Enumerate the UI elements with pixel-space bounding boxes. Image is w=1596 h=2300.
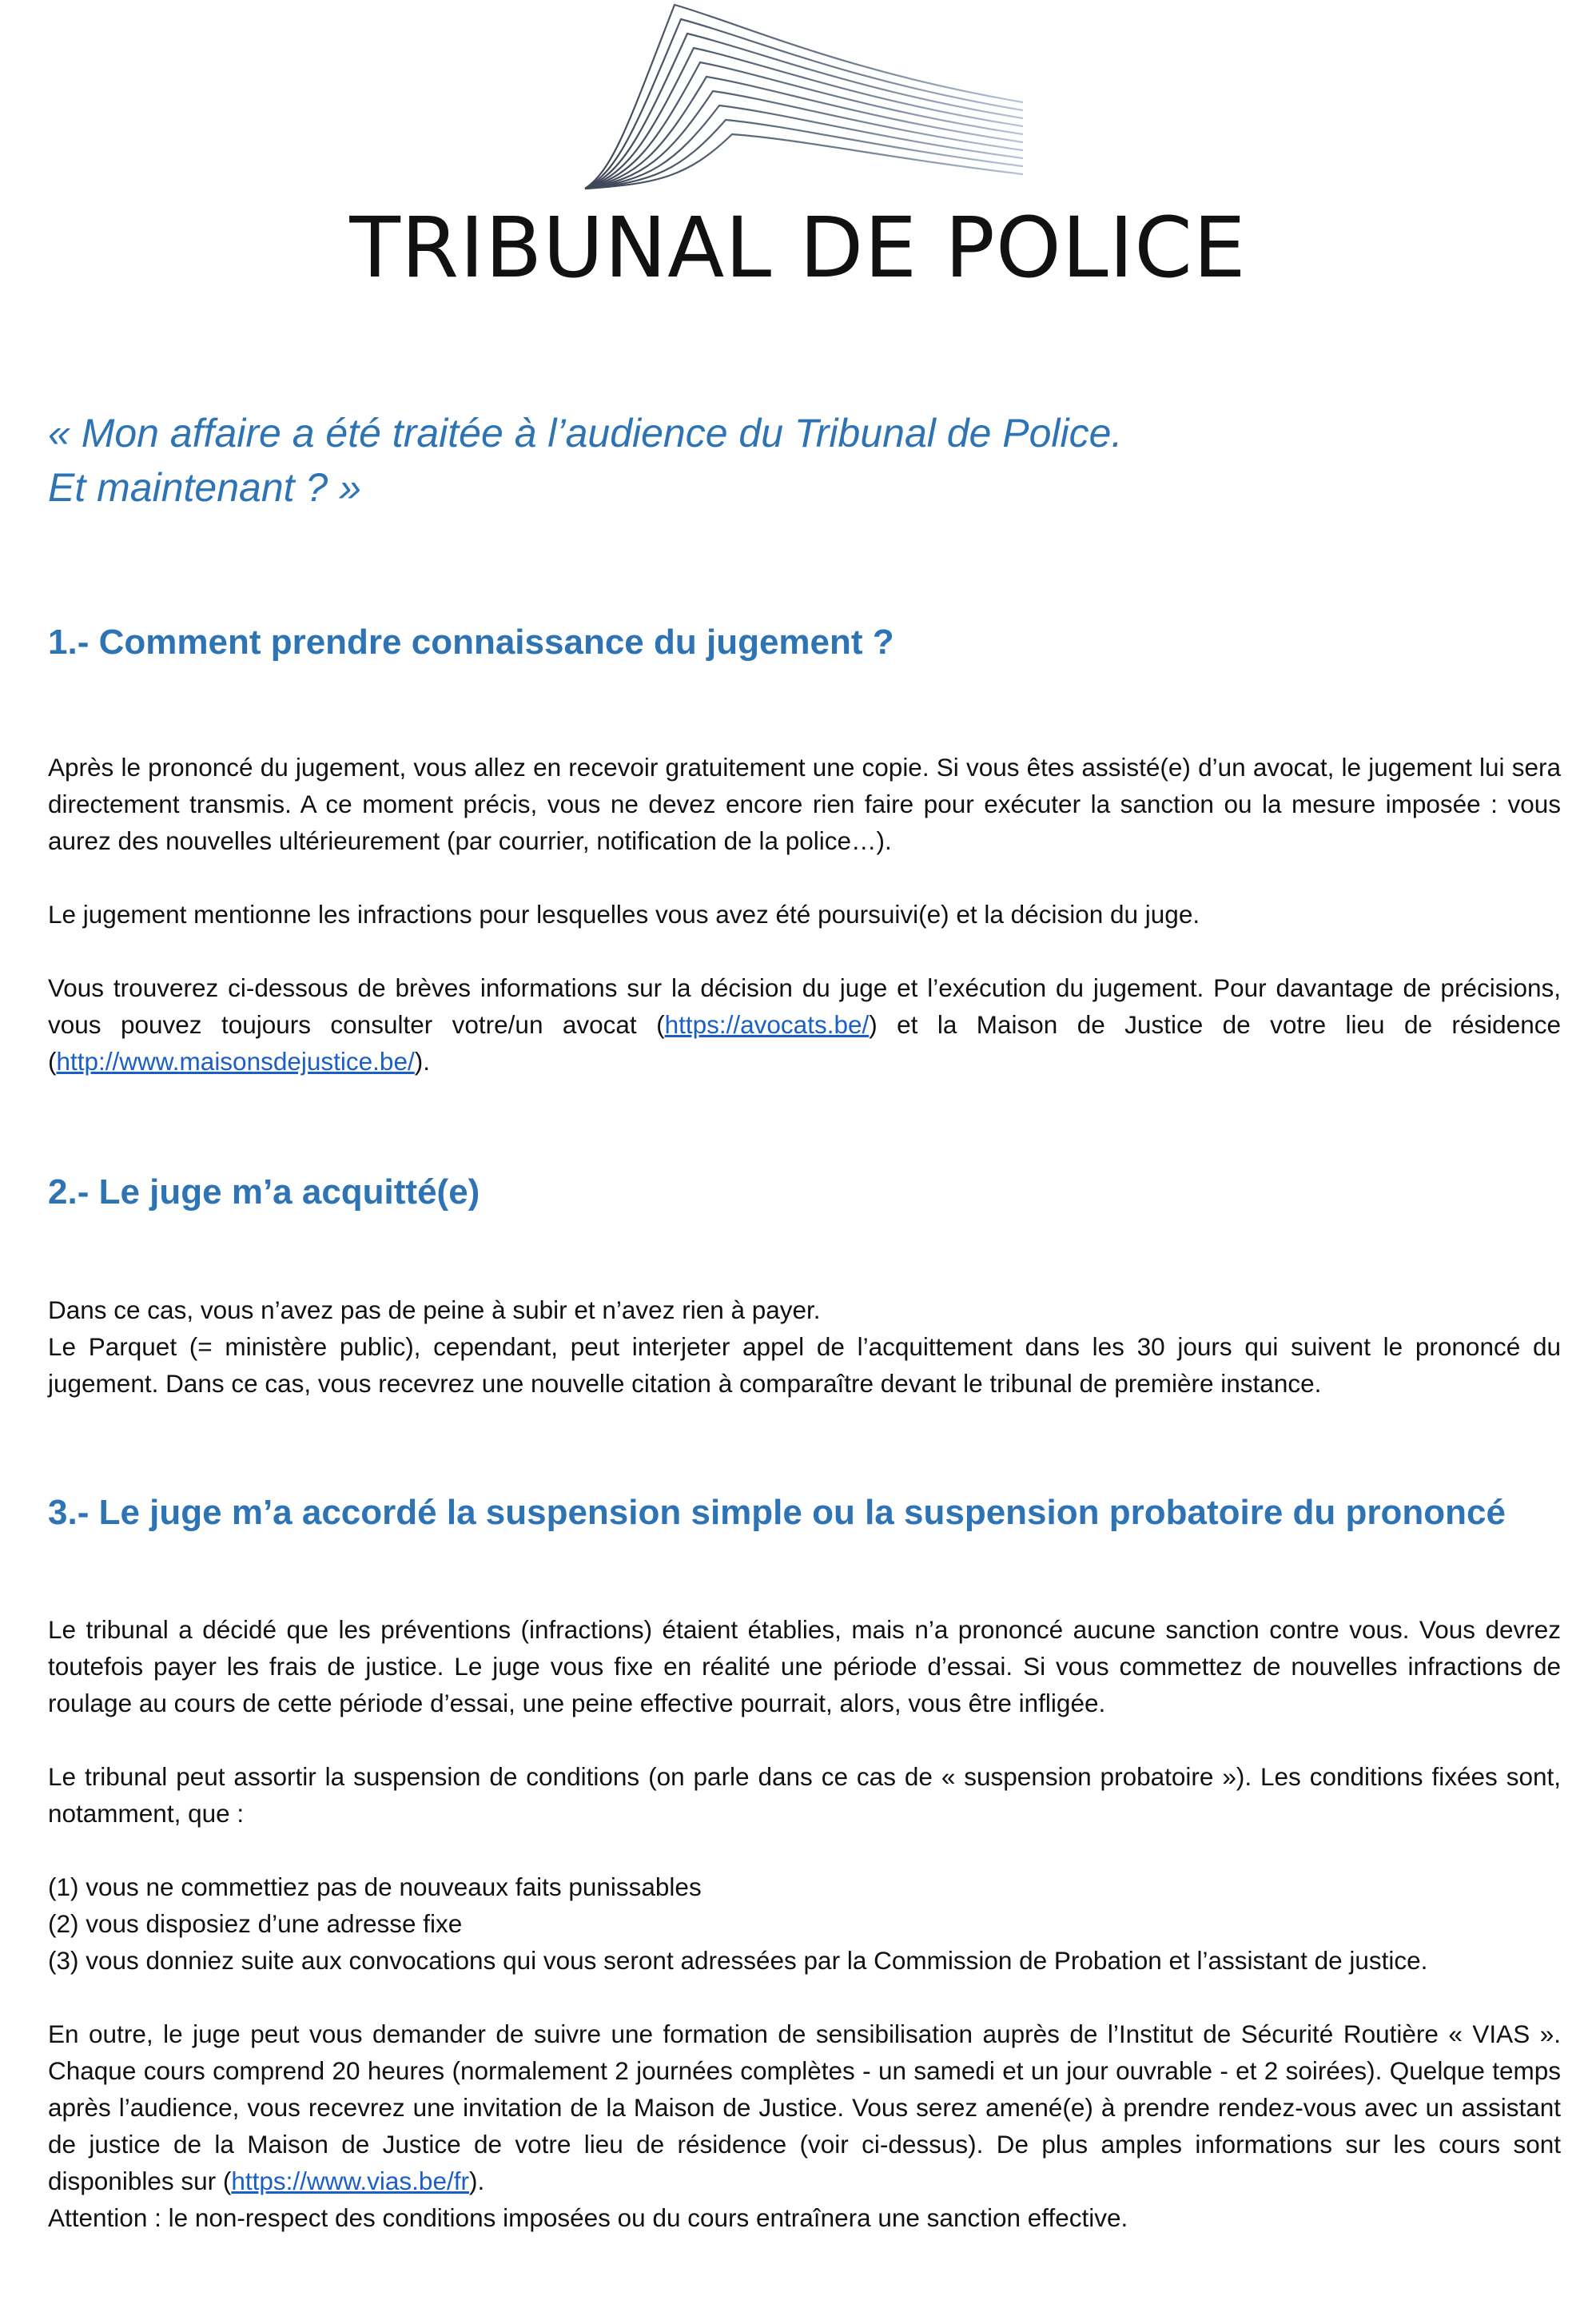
section-3-heading: 3.- Le juge m’a accordé la suspension simple ou la suspension probatoire du prononcé: [48, 1493, 1506, 1532]
page-title: TRIBUNAL DE POLICE: [349, 199, 1247, 296]
section-1-paragraph-2: Le jugement mentionne les infractions pour lesquelles vous avez été poursuivi(e) et la décision du juge.: [48, 900, 1200, 929]
condition-item: (1) vous ne commettiez pas de nouveaux faits punissables: [48, 1872, 702, 1901]
avocats-link[interactable]: https://avocats.be/: [664, 1010, 870, 1039]
vias-link[interactable]: https://www.vias.be/fr: [231, 2167, 469, 2195]
text-run: ).: [468, 2167, 485, 2195]
section-2-line-1: Dans ce cas, vous n’avez pas de peine à subir et n’avez rien à payer.: [48, 1295, 821, 1324]
section-3-paragraph-2: Le tribunal peut assortir la suspension de conditions (on parle dans ce cas de « suspension probatoire »). Les conditions fixées sont, notamment, que :: [48, 1762, 1561, 1828]
condition-item: (2) vous disposiez d’une adresse fixe: [48, 1909, 463, 1938]
maisons-de-justice-link[interactable]: http://www.maisonsdejustice.be/: [56, 1047, 415, 1076]
section-1-heading: 1.- Comment prendre connaissance du jugement ?: [48, 623, 894, 662]
subtitle-question: [48, 406, 1550, 515]
text-run: Vous trouverez ci-dessous de brèves informations sur la décision du juge et l’exécution du jugement. Pour davantage de précisions, vous pouvez toujours consulter votre/un avocat (: [48, 973, 1561, 1039]
section-3-paragraph-3: [48, 2015, 1561, 2199]
text-run: ) et la Maison de Justice de votre lieu de résidence (: [48, 1010, 1561, 1076]
section-3-paragraph-1: Le tribunal a décidé que les préventions (infractions) étaient établies, mais n’a prononcé aucune sanction contre vous. Vous devrez toutefois payer les frais de justice. Le juge vous fixe en réalité une période d’essai. Si vous commettez de nouvelles infractions de roulage au cours de cette période d’essai, une peine effective pourrait, alors, vous être infligée.: [48, 1615, 1561, 1717]
court-building-logo: [582, 0, 1026, 195]
text-run: ).: [414, 1047, 430, 1076]
text-run: En outre, le juge peut vous demander de suivre une formation de sensibilisation auprès de l’Institut de Sécurité Routière « VIAS ». Chaque cours comprend 20 heures (normalement 2 journées complètes - un samedi et un jour ouvrable - et 2 soirées). Quelque temps après l’audience, vous recevrez une invitation de la Maison de Justice. Vous serez amené(e) à prendre rendez-vous avec un assistant de justice de la Maison de Justice de votre lieu de résidence (voir ci-dessus). De plus amples informations sur les cours sont disponibles sur (: [48, 2019, 1561, 2195]
section-2-paragraph-2: Le Parquet (= ministère public), cependant, peut interjeter appel de l’acquittement dans les 30 jours qui suivent le prononcé du jugement. Dans ce cas, vous recevrez une nouvelle citation à comparaître devant le tribunal de première instance.: [48, 1332, 1561, 1398]
subtitle-line: Et maintenant ? »: [48, 465, 361, 510]
section-3-warning: Attention : le non-respect des conditions imposées ou du cours entraînera une sanction effective.: [48, 2203, 1128, 2232]
section-1-paragraph-1: Après le prononcé du jugement, vous allez en recevoir gratuitement une copie. Si vous êtes assisté(e) d’un avocat, le jugement lui sera directement transmis. A ce moment précis, vous ne devez encore rien faire pour exécuter la sanction ou la mesure imposée : vous aurez des nouvelles ultérieurement (par courrier, notification de la police…).: [48, 753, 1561, 855]
section-1-paragraph-3: [48, 969, 1561, 1080]
conditions-list: [48, 1868, 1561, 1979]
section-2-text: [48, 1291, 1561, 1402]
section-3-text: [48, 2015, 1561, 2236]
condition-item: (3) vous donniez suite aux convocations qui vous seront adressées par la Commission de Probation et l’assistant de justice.: [48, 1946, 1428, 1975]
subtitle-line: « Mon affaire a été traitée à l’audience du Tribunal de Police.: [48, 411, 1123, 456]
section-2-heading: 2.- Le juge m’a acquitté(e): [48, 1172, 480, 1212]
